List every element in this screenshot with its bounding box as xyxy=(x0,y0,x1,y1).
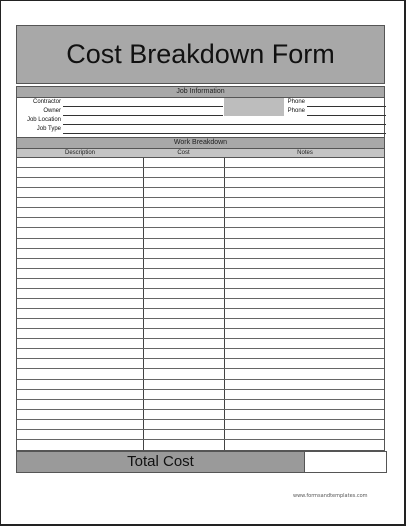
table-row[interactable] xyxy=(17,227,384,228)
table-row[interactable] xyxy=(17,248,384,249)
column-header-notes: Notes xyxy=(297,150,313,156)
table-row[interactable] xyxy=(17,318,384,319)
table-row[interactable] xyxy=(17,409,384,410)
table-row[interactable] xyxy=(17,358,384,359)
table-row[interactable] xyxy=(17,439,384,440)
table-row[interactable] xyxy=(17,288,384,289)
job-location-field[interactable] xyxy=(63,116,386,125)
column-header-cost: Cost xyxy=(177,150,190,156)
table-row[interactable] xyxy=(17,399,384,400)
table-row[interactable] xyxy=(17,217,384,218)
table-row[interactable] xyxy=(17,177,384,178)
table-row[interactable] xyxy=(17,268,384,269)
table-row[interactable] xyxy=(17,429,384,430)
table-row[interactable] xyxy=(17,368,384,369)
work-breakdown-column-headers xyxy=(16,149,385,158)
table-row[interactable] xyxy=(17,348,384,349)
phone-label-1: Phone xyxy=(287,99,305,105)
job-information-header: Job Information xyxy=(16,86,385,98)
footer-credit: www.formsandtemplates.com xyxy=(293,493,368,499)
table-row[interactable] xyxy=(17,419,384,420)
job-type-row xyxy=(17,125,384,134)
job-type-field[interactable] xyxy=(63,125,386,134)
job-type-label: Job Type xyxy=(36,126,61,132)
table-row[interactable] xyxy=(17,187,384,188)
work-breakdown-grid[interactable] xyxy=(16,158,385,451)
table-row[interactable] xyxy=(17,379,384,380)
total-cost-field[interactable] xyxy=(304,452,386,472)
table-row[interactable] xyxy=(17,298,384,299)
table-row[interactable] xyxy=(17,207,384,208)
work-breakdown-header: Work Breakdown xyxy=(16,137,385,149)
column-header-description: Description xyxy=(64,150,95,156)
contractor-row xyxy=(17,98,384,107)
contractor-phone-field[interactable] xyxy=(307,98,386,107)
cost-breakdown-form xyxy=(16,25,385,470)
owner-row xyxy=(17,107,384,116)
table-row[interactable] xyxy=(17,197,384,198)
table-row[interactable] xyxy=(17,167,384,168)
owner-phone-field[interactable] xyxy=(307,107,386,116)
contractor-label: Contractor xyxy=(32,99,61,105)
total-cost-row xyxy=(16,451,387,473)
form-title: Cost Breakdown Form xyxy=(16,25,385,84)
total-cost-label: Total Cost xyxy=(17,452,304,472)
job-location-row xyxy=(17,116,384,125)
table-row[interactable] xyxy=(17,258,384,259)
table-row[interactable] xyxy=(17,328,384,329)
column-divider-cost xyxy=(143,158,144,450)
owner-label: Owner xyxy=(43,108,61,114)
job-location-label: Job Location xyxy=(26,117,61,123)
table-row[interactable] xyxy=(17,238,384,239)
table-row[interactable] xyxy=(17,338,384,339)
phone-label-2: Phone xyxy=(287,108,305,114)
job-information-section xyxy=(16,98,385,150)
contractor-field[interactable] xyxy=(63,98,223,107)
table-row[interactable] xyxy=(17,389,384,390)
table-row[interactable] xyxy=(17,308,384,309)
owner-field[interactable] xyxy=(63,107,223,116)
table-row[interactable] xyxy=(17,278,384,279)
column-divider-notes xyxy=(224,158,225,450)
